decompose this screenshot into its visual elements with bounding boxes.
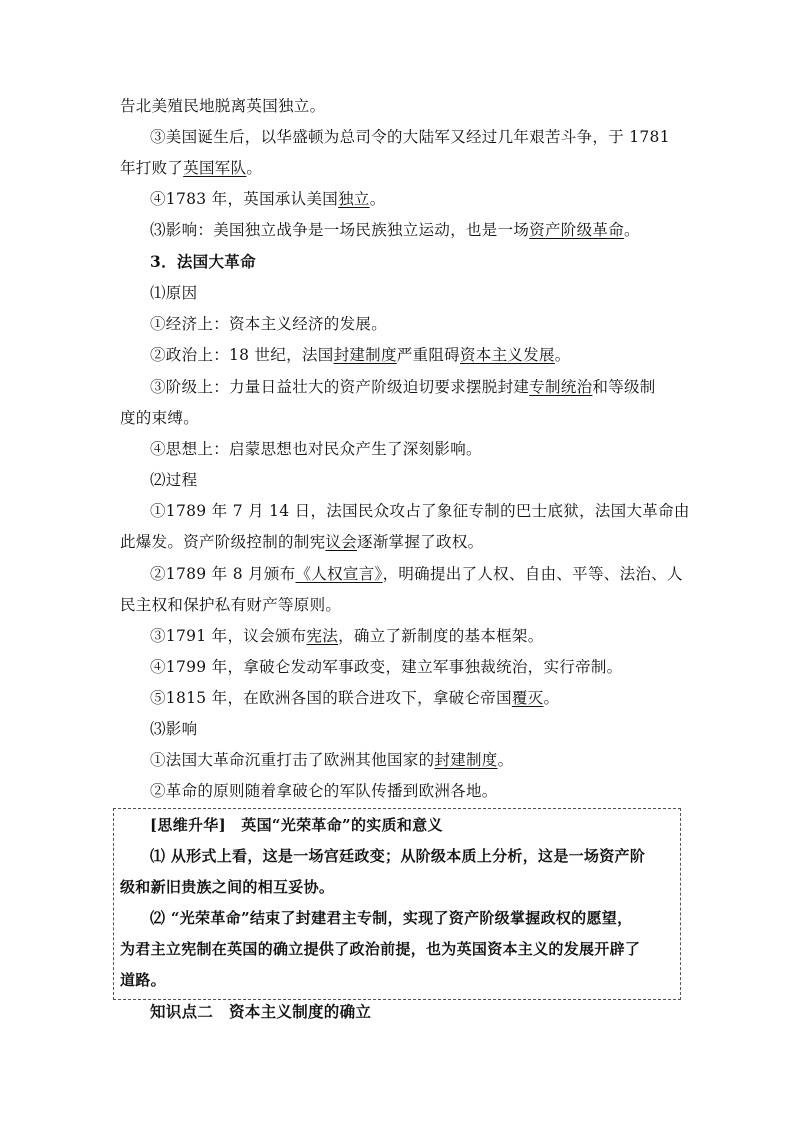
text-line: ④1783 年，英国承认美国独立。 xyxy=(150,190,386,208)
summary-box-text: 级和新旧贵族之间的相互妥协。 xyxy=(120,878,335,896)
summary-box-text: ⑵ “光荣革命”结束了封建君主专制，实现了资产阶级掌握政权的愿望， xyxy=(150,909,633,927)
text-line: ②革命的原则随着拿破仑的军队传播到欧洲各地。 xyxy=(150,782,498,800)
text-line: ⑶影响：美国独立战争是一场民族独立运动，也是一场资产阶级革命。 xyxy=(150,221,640,239)
subheading: ⑴原因 xyxy=(150,284,198,302)
underlined-term: 封建制度 xyxy=(333,346,397,364)
underlined-term: 英国军队 xyxy=(183,159,247,177)
text-line: ②1789 年 8 月颁布《人权宣言》，明确提出了人权、自由、平等、法治、人 xyxy=(150,565,683,583)
section-heading: 3．法国大革命 xyxy=(150,252,256,271)
text-line: 民主权和保护私有财产等原则。 xyxy=(120,596,342,614)
underlined-term: 专制统治 xyxy=(529,378,593,396)
underlined-term: 宪法 xyxy=(306,627,339,645)
text-line: ①经济上：资本主义经济的发展。 xyxy=(150,315,388,333)
underlined-term: 资产阶级革命 xyxy=(529,221,625,239)
subheading: ⑵过程 xyxy=(150,471,198,489)
text-line: ①1789 年 7 月 14 日，法国民众攻占了象征专制的巴士底狱，法国大革命由 xyxy=(150,502,690,520)
text-line: ①法国大革命沉重打击了欧洲其他国家的封建制度。 xyxy=(150,751,514,769)
underlined-term: 覆灭 xyxy=(511,689,544,707)
underlined-term: 资本主义发展 xyxy=(459,346,555,364)
text-line: ③1791 年，议会颁布宪法，确立了新制度的基本框架。 xyxy=(150,627,544,645)
summary-box-text: ⑴ 从形式上看，这是一场宫廷政变；从阶级本质上分析，这是一场资产阶 xyxy=(150,847,646,865)
underlined-term: 独立 xyxy=(338,190,370,208)
text-line: ③阶级上：力量日益壮大的资产阶级迫切要求摆脱封建专制统治和等级制 xyxy=(150,378,656,396)
text-line: 度的束缚。 xyxy=(120,409,200,427)
underlined-term: 封建制度 xyxy=(434,751,498,769)
summary-box-title: [思维升华] 英国“光荣革命”的实质和意义 xyxy=(150,816,443,834)
summary-box-text: 道路。 xyxy=(120,971,166,989)
text-line: ③美国诞生后，以华盛顿为总司令的大陆军又经过几年艰苦斗争，于 1781 xyxy=(150,128,670,146)
knowledge-point-heading: 知识点二 资本主义制度的确立 xyxy=(150,1002,372,1021)
underlined-term: 议会 xyxy=(325,533,358,551)
underlined-term: 《人权宣言》 xyxy=(295,565,383,583)
text-line: 此爆发。资产阶级控制的制宪议会逐渐掌握了政权。 xyxy=(120,533,484,551)
summary-box xyxy=(113,808,681,1000)
text-line: ④思想上：启蒙思想也对民众产生了深刻影响。 xyxy=(150,440,482,458)
summary-box-text: 为君主立宪制在英国的确立提供了政治前提，也为英国资本主义的发展开辟了 xyxy=(120,940,641,958)
text-line: 告北美殖民地脱离英国独立。 xyxy=(120,97,326,115)
text-line: ②政治上：18 世纪，法国封建制度严重阻碍资本主义发展。 xyxy=(150,346,571,364)
text-line: ⑤1815 年，在欧洲各国的联合进攻下，拿破仑帝国覆灭。 xyxy=(150,689,560,707)
text-line: 年打败了英国军队。 xyxy=(120,159,263,177)
text-line: ④1799 年，拿破仑发动军事政变，建立军事独裁统治，实行帝制。 xyxy=(150,658,623,676)
subheading: ⑶影响 xyxy=(150,720,198,738)
